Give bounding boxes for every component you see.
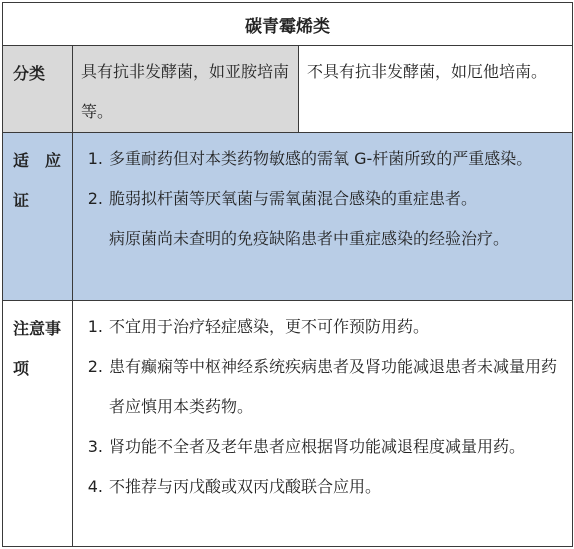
- item-number: 1.: [87, 317, 103, 336]
- item-number: 3.: [87, 437, 103, 456]
- item-number: 4.: [87, 477, 103, 496]
- item-text: 多重耐药但对本类药物敏感的需氧 G-杆菌所致的严重感染。: [109, 149, 533, 168]
- note-item: [79, 467, 562, 507]
- indication-item: [79, 139, 562, 179]
- item-text: 患有癫痫等中枢神经系统疾病患者及肾功能减退患者未减量用药者应慎用本类药物。: [109, 357, 558, 416]
- table-title: 碳青霉烯类: [3, 3, 573, 46]
- item-text: 脆弱拟杆菌等厌氧菌与需氧菌混合感染的重症患者。: [109, 189, 478, 208]
- item-text: 不宜用于治疗轻症感染，更不可作预防用药。: [109, 317, 430, 336]
- indications-label: 适 应证: [3, 133, 73, 301]
- item-text: 不推荐与丙戊酸或双丙戊酸联合应用。: [109, 477, 382, 496]
- notes-label: 注意事项: [3, 301, 73, 547]
- carbapenem-table: [2, 2, 573, 547]
- item-number: 2.: [87, 357, 103, 376]
- item-number: 1.: [87, 149, 103, 168]
- indications-list: [73, 133, 573, 301]
- note-item: [79, 307, 562, 347]
- indication-item: [79, 179, 562, 219]
- classification-label: 分类: [3, 46, 73, 133]
- indication-extra: 病原菌尚未查明的免疫缺陷患者中重症感染的经验治疗。: [109, 229, 510, 248]
- item-number: 2.: [87, 189, 103, 208]
- notes-list: [73, 301, 573, 547]
- note-item: [79, 427, 562, 467]
- classification-col2: 不具有抗非发酵菌，如厄他培南。: [299, 46, 573, 133]
- note-item: [79, 347, 562, 427]
- item-text: 肾功能不全者及老年患者应根据肾功能减退程度减量用药。: [109, 437, 526, 456]
- classification-col1: 具有抗非发酵菌，如亚胺培南等。: [73, 46, 299, 133]
